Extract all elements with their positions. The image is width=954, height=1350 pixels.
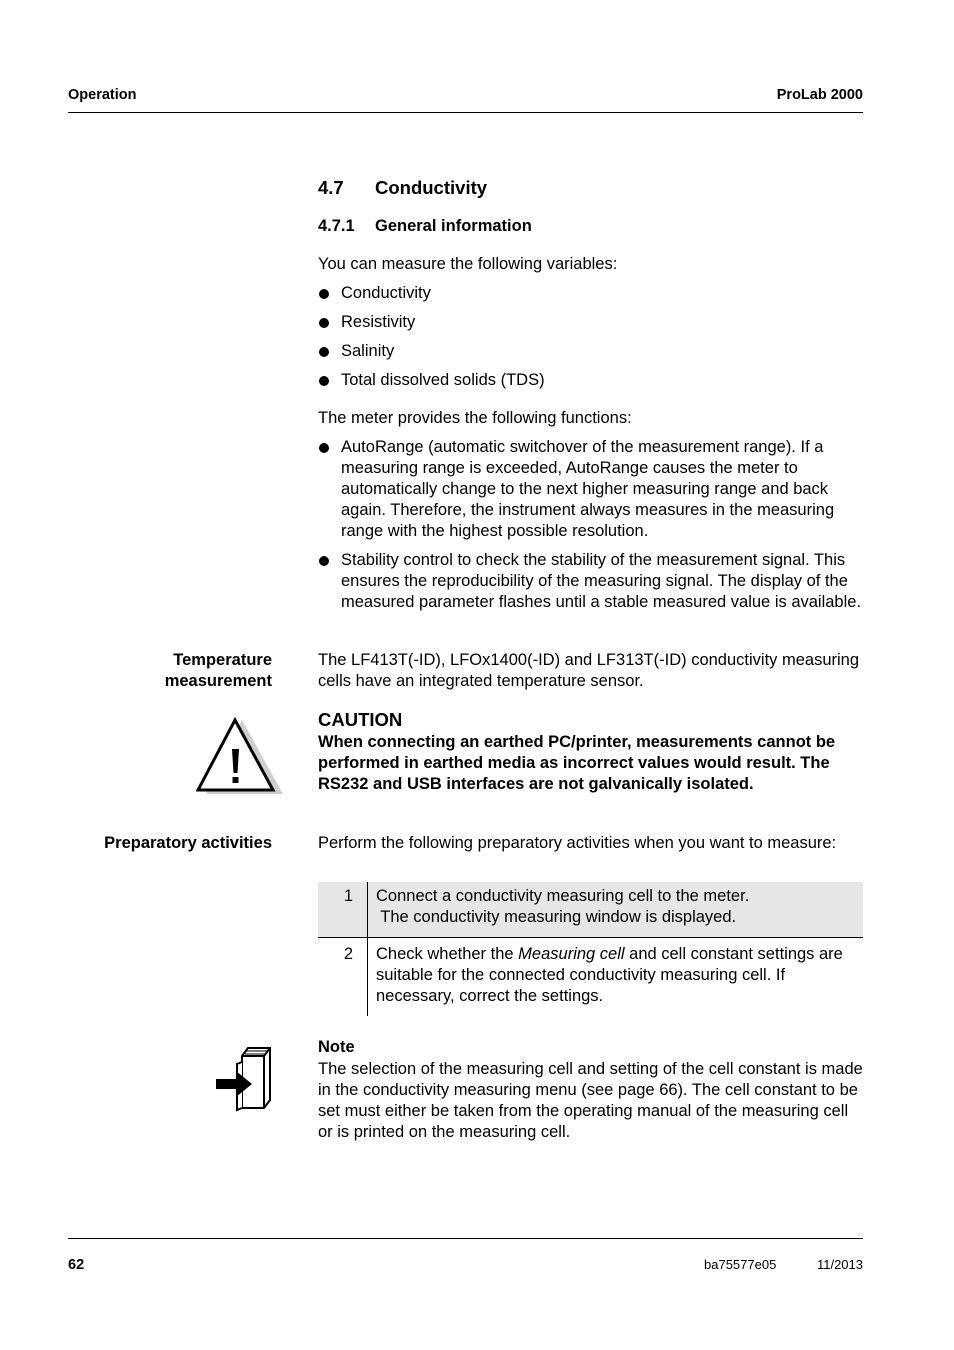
step-text: Check whether the Measuring cell and cell constant settings are suitable for the connected conductivity measuring cell. If necessary, correct the settings. (376, 945, 843, 1005)
subsection-title: General information (375, 217, 532, 235)
footer-rule (68, 1238, 863, 1239)
note-title: Note (318, 1038, 355, 1056)
variables-list (318, 283, 863, 391)
preparatory-label: Preparatory activities (104, 834, 272, 852)
document-id: ba75577e05 (704, 1257, 777, 1272)
header-rule (68, 112, 863, 113)
preparatory-intro: Perform the following preparatory activities when you want to measure: (318, 834, 837, 852)
variables-intro: You can measure the following variables: (318, 255, 618, 273)
bullet-icon (319, 318, 329, 328)
table-row (318, 882, 863, 938)
section-heading (318, 177, 488, 199)
functions-list (318, 437, 863, 613)
step-number: 2 (318, 938, 368, 1017)
temperature-text: The LF413T(-ID), LFOx1400(-ID) and LF313T(-ID) conductivity measuring cells have an integrated temperature sensor. (318, 651, 860, 690)
document-date: 11/2013 (816, 1257, 863, 1272)
temperature-label: Temperature measurement (164, 651, 272, 690)
section-title: Conductivity (375, 177, 488, 198)
table-row (318, 938, 863, 1017)
list-item: Salinity (318, 341, 863, 362)
step-number: 1 (318, 882, 368, 938)
list-item: Stability control to check the stability of the measurement signal. This ensures the reproducibility of the measuring signal. The display of the measured parameter flashes until a stable measured value is available. (318, 550, 863, 613)
subsection-number: 4.7.1 (318, 217, 355, 235)
bullet-icon (319, 289, 329, 299)
caution-title: CAUTION (318, 709, 403, 730)
note-book-icon (214, 1044, 272, 1112)
list-item: AutoRange (automatic switchover of the measurement range). If a measuring range is exceeded, AutoRange causes the meter to automatically change to the next higher measuring range and back again. Therefore, the instrument always measures in the measuring range with the highest possible resolution. (318, 437, 863, 542)
step-text: Connect a conductivity measuring cell to the meter. The conductivity measuring window is displayed. (368, 882, 864, 938)
warning-triangle-icon (196, 716, 284, 794)
bullet-icon (319, 443, 329, 453)
steps-table (318, 882, 863, 1016)
page-number: 62 (68, 1257, 85, 1273)
subsection-heading (318, 217, 532, 236)
caution-text: When connecting an earthed PC/printer, measurements cannot be performed in earthed media as incorrect values would result. The RS232 and USB interfaces are not galvanically isolated. (318, 733, 836, 793)
header-right: ProLab 2000 (776, 87, 863, 103)
list-item: Total dissolved solids (TDS) (318, 370, 863, 391)
list-item: Conductivity (318, 283, 863, 304)
bullet-icon (319, 556, 329, 566)
bullet-icon (319, 347, 329, 357)
header-left: Operation (68, 87, 137, 103)
bullet-icon (319, 376, 329, 386)
functions-intro: The meter provides the following functions: (318, 409, 632, 427)
note-text: The selection of the measuring cell and setting of the cell constant is made in the conductivity measuring menu (see page 66). The cell constant to be set must either be taken from the operating manual of the measuring cell or is printed on the measuring cell. (318, 1060, 863, 1141)
section-number: 4.7 (318, 177, 344, 198)
list-item: Resistivity (318, 312, 863, 333)
